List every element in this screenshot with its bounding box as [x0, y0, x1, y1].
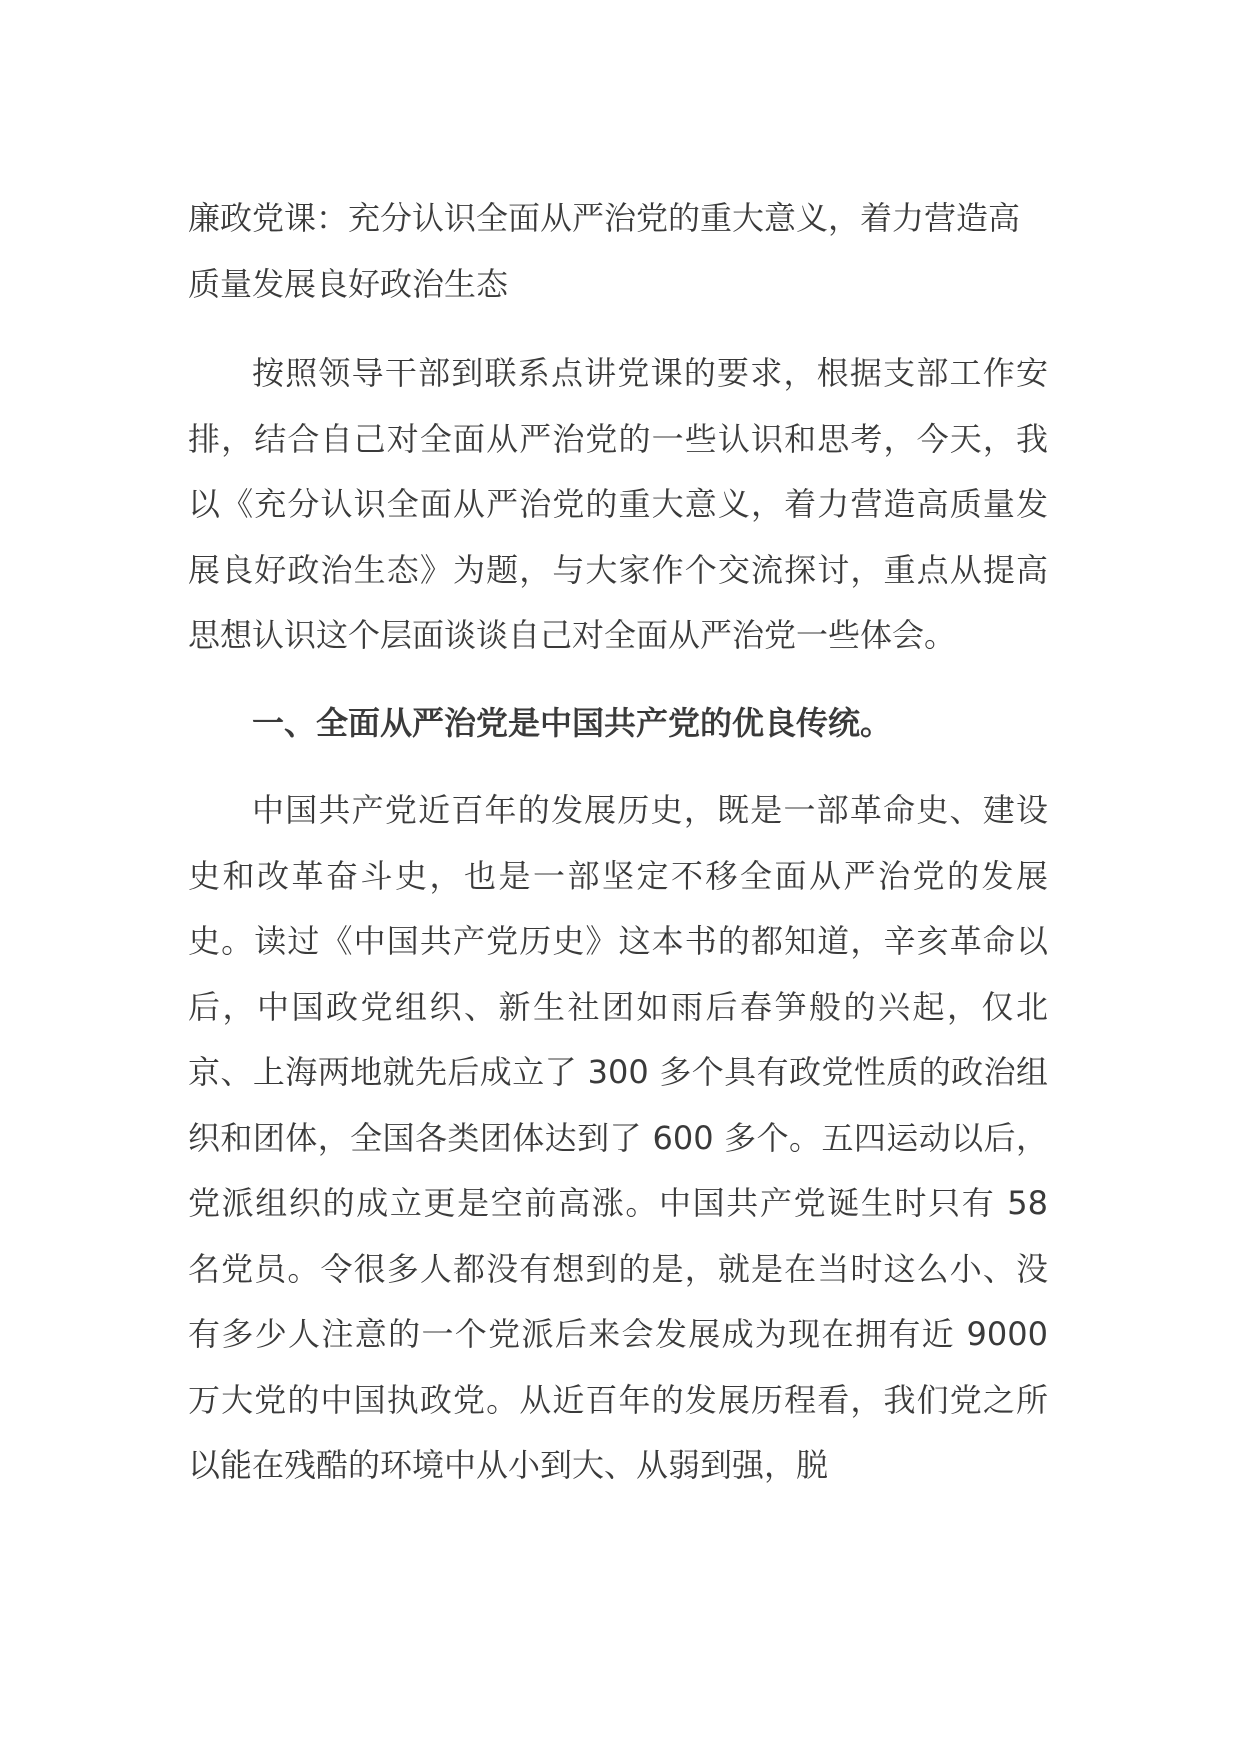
- document-body: [188, 186, 1048, 1499]
- section-heading: 一、全面从严治党是中国共产党的优良传统。: [252, 703, 893, 742]
- section-body-paragraph: 中国共产党近百年的发展历史，既是一部革命史、建设史和改革奋斗史，也是一部坚定不移全面从严治党的发展史。读过《中国共产党历史》这本书的都知道，辛亥革命以后，中国政党组织、新生社团如雨后春笋般的兴起，仅北京、上海两地就先后成立了 300 多个具有政党性质的政治组织和团体，全国各类团体达到了 600 多个。五四运动以后，党派组织的成立更是空前高涨。中国共产党诞生时只有 58 名党员。令很多人都没有想到的是，就是在当时这么小、没有多少人注意的一个党派后来会发展成为现在拥有近 9000 万大党的中国执政党。从近百年的发展历程看，我们党之所以能在残酷的环境中从小到大、从弱到强，脱: [188, 791, 1048, 1484]
- intro-paragraph: 按照领导干部到联系点讲党课的要求，根据支部工作安排，结合自己对全面从严治党的一些认识和思考，今天，我以《充分认识全面从严治党的重大意义，着力营造高质量发展良好政治生态》为题，与大家作个交流探讨，重点从提高思想认识这个层面谈谈自己对全面从严治党一些体会。: [188, 354, 1048, 654]
- document-title: 廉政党课：充分认识全面从严治党的重大意义，着力营造高质量发展良好政治生态: [188, 199, 1021, 303]
